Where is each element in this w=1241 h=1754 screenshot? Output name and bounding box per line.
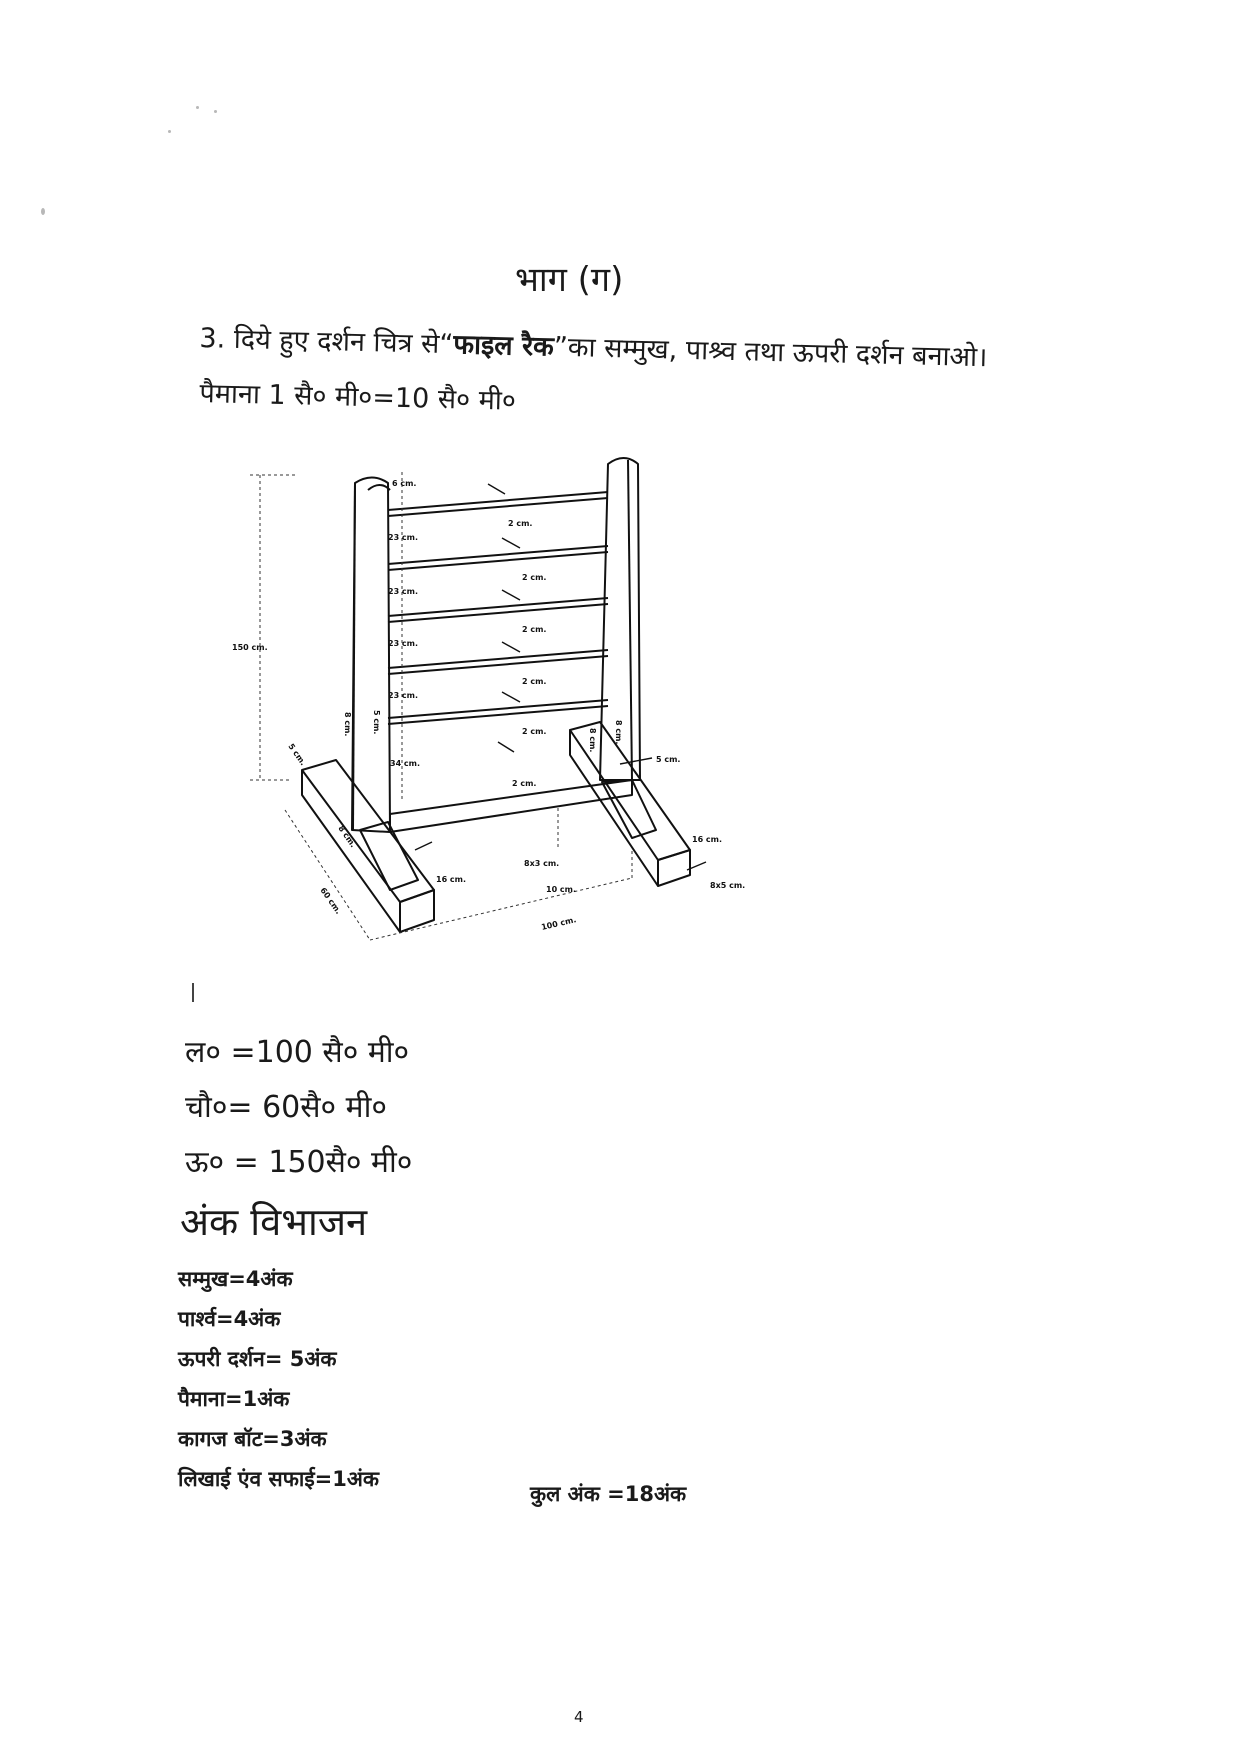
post-right-outer-label: 8 cm. [614, 720, 623, 745]
left-base-side [302, 770, 400, 932]
total-marks: कुल अंक =18अंक [530, 1482, 687, 1506]
top-gap-label: 6 cm. [392, 479, 417, 488]
page-number: 4 [574, 1708, 584, 1726]
bottom-gap-label: 34 cm. [390, 759, 421, 768]
rod-leader [502, 692, 520, 702]
shelf-rods [388, 492, 608, 724]
rod-label: 2 cm. [508, 519, 533, 528]
bottom-bar-label: 8x3 cm. [524, 859, 560, 868]
right-brace-label: 16 cm. [692, 835, 723, 844]
shelf-gap-label: 23 cm. [388, 639, 419, 648]
left-post-edge [353, 483, 355, 830]
mark-scale: पैमाना=1अंक [178, 1387, 290, 1411]
base-left-height-label: 5 cm. [286, 741, 308, 768]
rod-leader [498, 742, 514, 752]
rod-label: 2 cm. [522, 727, 547, 736]
width-label: 100 cm. [540, 915, 578, 932]
left-post [352, 478, 390, 833]
post-left-inner-label: 5 cm. [372, 710, 381, 735]
right-post-label: 5 cm. [656, 755, 681, 764]
left-post-inner [368, 485, 390, 490]
rod-label: 2 cm. [512, 779, 537, 788]
height-label: 150 cm. [232, 643, 268, 652]
stray-mark [192, 983, 194, 1002]
base-depth-label: 8 cm. [336, 823, 358, 850]
question-emphasis: फाइल रैक [452, 329, 555, 363]
width-dim-line [370, 878, 632, 940]
mark-paper: कागज बॉट=3अंक [178, 1427, 327, 1451]
marks-heading: अंक विभाजन [180, 1200, 368, 1244]
scan-speck [41, 208, 45, 215]
scan-speck [214, 110, 217, 113]
rod-label: 2 cm. [522, 625, 547, 634]
shelf-gap-label: 23 cm. [388, 691, 419, 700]
right-base-front [658, 850, 690, 886]
shelf-gap-label: 23 cm. [388, 533, 419, 542]
right-base-top [570, 722, 690, 860]
shelf-gap-label: 23 cm. [388, 587, 419, 596]
brace-label: 16 cm. [436, 875, 467, 884]
post-right-inner-label: 8 cm. [588, 728, 597, 753]
rod-leader [502, 590, 520, 600]
section-title: भाग (ग) [515, 260, 624, 300]
question-prefix: 3. दिये हुए दर्शन चित्र से“ [199, 322, 454, 361]
rod-leader [488, 484, 505, 494]
rod-leader [502, 538, 520, 548]
file-rack-figure [232, 450, 810, 995]
mark-top-view: ऊपरी दर्शन= 5अंक [178, 1347, 337, 1371]
rod-leader [502, 642, 520, 652]
length-dimension: ल० =100 सै० मी० [185, 1035, 410, 1070]
right-base-label: 8x5 cm. [710, 881, 746, 890]
width-dimension: चौ०= 60सै० मी० [185, 1090, 387, 1125]
mark-neatness: लिखाई एंव सफाई=1अंक [178, 1467, 380, 1491]
question-text [199, 318, 988, 374]
scan-speck [196, 106, 199, 109]
rod-label: 2 cm. [522, 573, 547, 582]
depth-label: 60 cm. [318, 885, 343, 916]
mark-side-view: पार्श्व=4अंक [178, 1307, 281, 1331]
question-suffix: ”का सम्मुख, पाश्र्व तथा ऊपरी दर्शन बनाओ। [553, 331, 988, 374]
scale-instruction: पैमाना 1 सै० मी०=10 सै० मी० [199, 377, 517, 417]
height-dimension: ऊ० = 150सै० मी० [185, 1145, 413, 1180]
rod-label: 2 cm. [522, 677, 547, 686]
mark-front-view: सम्मुख=4अंक [178, 1267, 293, 1291]
bottom-bar [390, 780, 632, 832]
post-left-outer-label: 8 cm. [343, 712, 352, 737]
brace-leader [415, 842, 432, 850]
right-gap-label: 10 cm. [546, 885, 577, 894]
scan-speck [168, 130, 171, 133]
right-post-edge [628, 460, 632, 780]
